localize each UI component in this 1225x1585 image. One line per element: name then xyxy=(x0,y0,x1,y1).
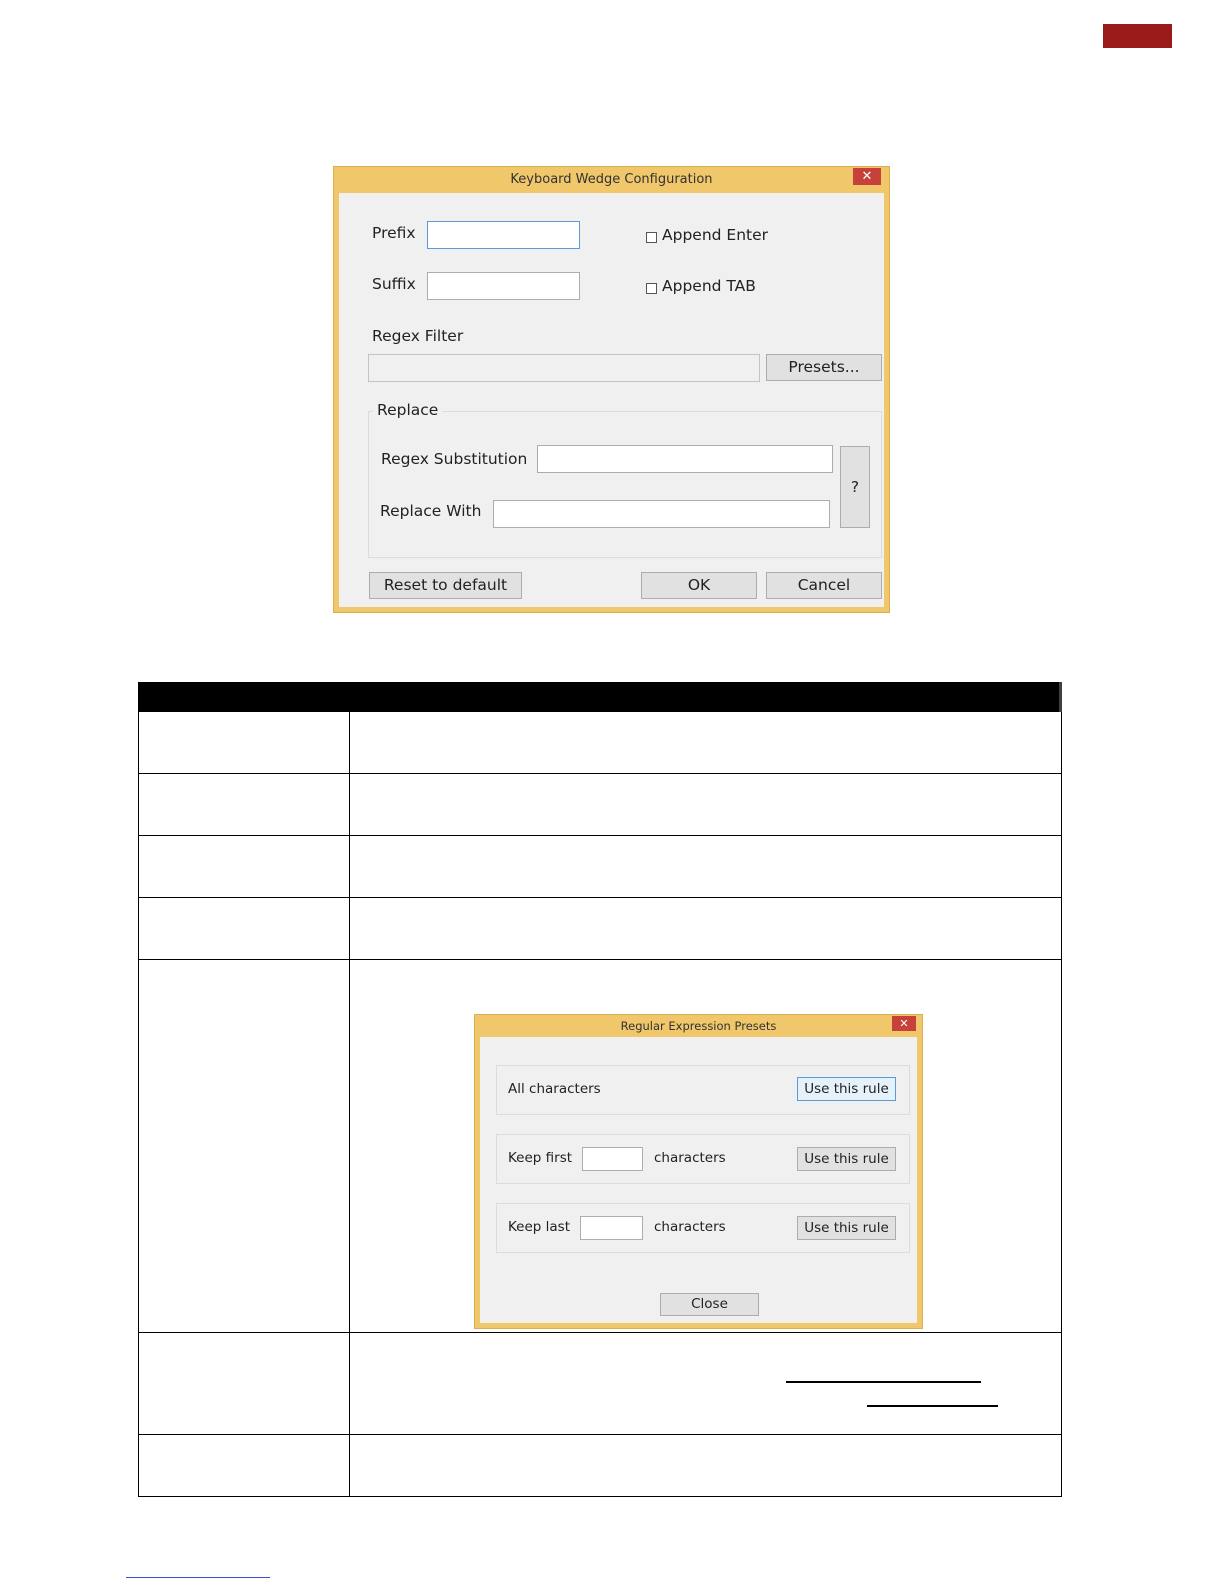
rule-keep-first xyxy=(496,1134,910,1184)
table-header xyxy=(138,682,1062,712)
header-edge xyxy=(1059,682,1062,712)
append-enter-checkbox[interactable] xyxy=(646,232,657,243)
presets-button[interactable]: Presets... xyxy=(766,354,882,381)
table-row-divider xyxy=(138,959,1062,960)
rule-last-label: Keep last xyxy=(508,1219,571,1235)
use-rule-first-button[interactable]: Use this rule xyxy=(797,1147,896,1171)
table-right-border xyxy=(1061,712,1062,1497)
table-row-divider xyxy=(138,897,1062,898)
prefix-label: Prefix xyxy=(372,224,416,242)
replace-groupbox xyxy=(368,411,882,558)
cancel-button[interactable]: Cancel xyxy=(766,572,882,599)
rule-all-characters xyxy=(496,1065,910,1115)
header-accent-bar xyxy=(1103,24,1172,48)
regex-filter-input[interactable] xyxy=(368,354,760,382)
prefix-input[interactable] xyxy=(427,221,580,249)
regex-substitution-input[interactable] xyxy=(537,445,833,473)
rule-first-label: Keep first xyxy=(508,1150,573,1166)
presets-dialog-body xyxy=(480,1037,917,1323)
regex-help-button[interactable]: ? xyxy=(840,446,870,528)
table-row-divider xyxy=(138,835,1062,836)
close-button[interactable]: ✕ xyxy=(892,1016,916,1031)
suffix-label: Suffix xyxy=(372,275,416,293)
link-underline xyxy=(867,1405,998,1407)
table-left-border xyxy=(138,712,139,1497)
dialog-body xyxy=(339,193,884,607)
use-rule-all-button[interactable]: Use this rule xyxy=(797,1077,896,1101)
table-column-divider xyxy=(349,712,350,1497)
use-rule-last-button[interactable]: Use this rule xyxy=(797,1216,896,1240)
replace-with-label: Replace With xyxy=(380,502,482,520)
keep-last-count-input[interactable] xyxy=(580,1216,643,1240)
rule-all-label: All characters xyxy=(508,1081,601,1097)
dialog-title: Keyboard Wedge Configuration xyxy=(510,172,713,187)
append-tab-label: Append TAB xyxy=(662,277,756,295)
presets-dialog-title: Regular Expression Presets xyxy=(620,1019,777,1033)
presets-close-button[interactable]: Close xyxy=(660,1293,759,1316)
keep-first-count-input[interactable] xyxy=(582,1147,643,1171)
table-row-divider xyxy=(138,1332,1062,1333)
suffix-input[interactable] xyxy=(427,272,580,300)
link-underline xyxy=(786,1381,981,1383)
table-bottom-border xyxy=(138,1496,1062,1497)
replace-group-label: Replace xyxy=(373,401,442,419)
replace-with-input[interactable] xyxy=(493,500,830,528)
keyboard-wedge-dialog xyxy=(333,166,890,613)
regex-presets-dialog xyxy=(474,1014,923,1329)
reset-to-default-button[interactable]: Reset to default xyxy=(369,572,522,599)
rule-keep-last xyxy=(496,1203,910,1253)
rule-first-suffix: characters xyxy=(654,1150,726,1166)
append-enter-label: Append Enter xyxy=(662,226,769,244)
footer-link-underline xyxy=(126,1577,270,1578)
table-row-divider xyxy=(138,1434,1062,1435)
append-tab-checkbox[interactable] xyxy=(646,283,657,294)
rule-last-suffix: characters xyxy=(654,1219,726,1235)
regex-substitution-label: Regex Substitution xyxy=(381,450,528,468)
table-row-divider xyxy=(138,773,1062,774)
close-button[interactable]: ✕ xyxy=(853,168,881,185)
ok-button[interactable]: OK xyxy=(641,572,757,599)
regex-filter-label: Regex Filter xyxy=(372,327,464,345)
